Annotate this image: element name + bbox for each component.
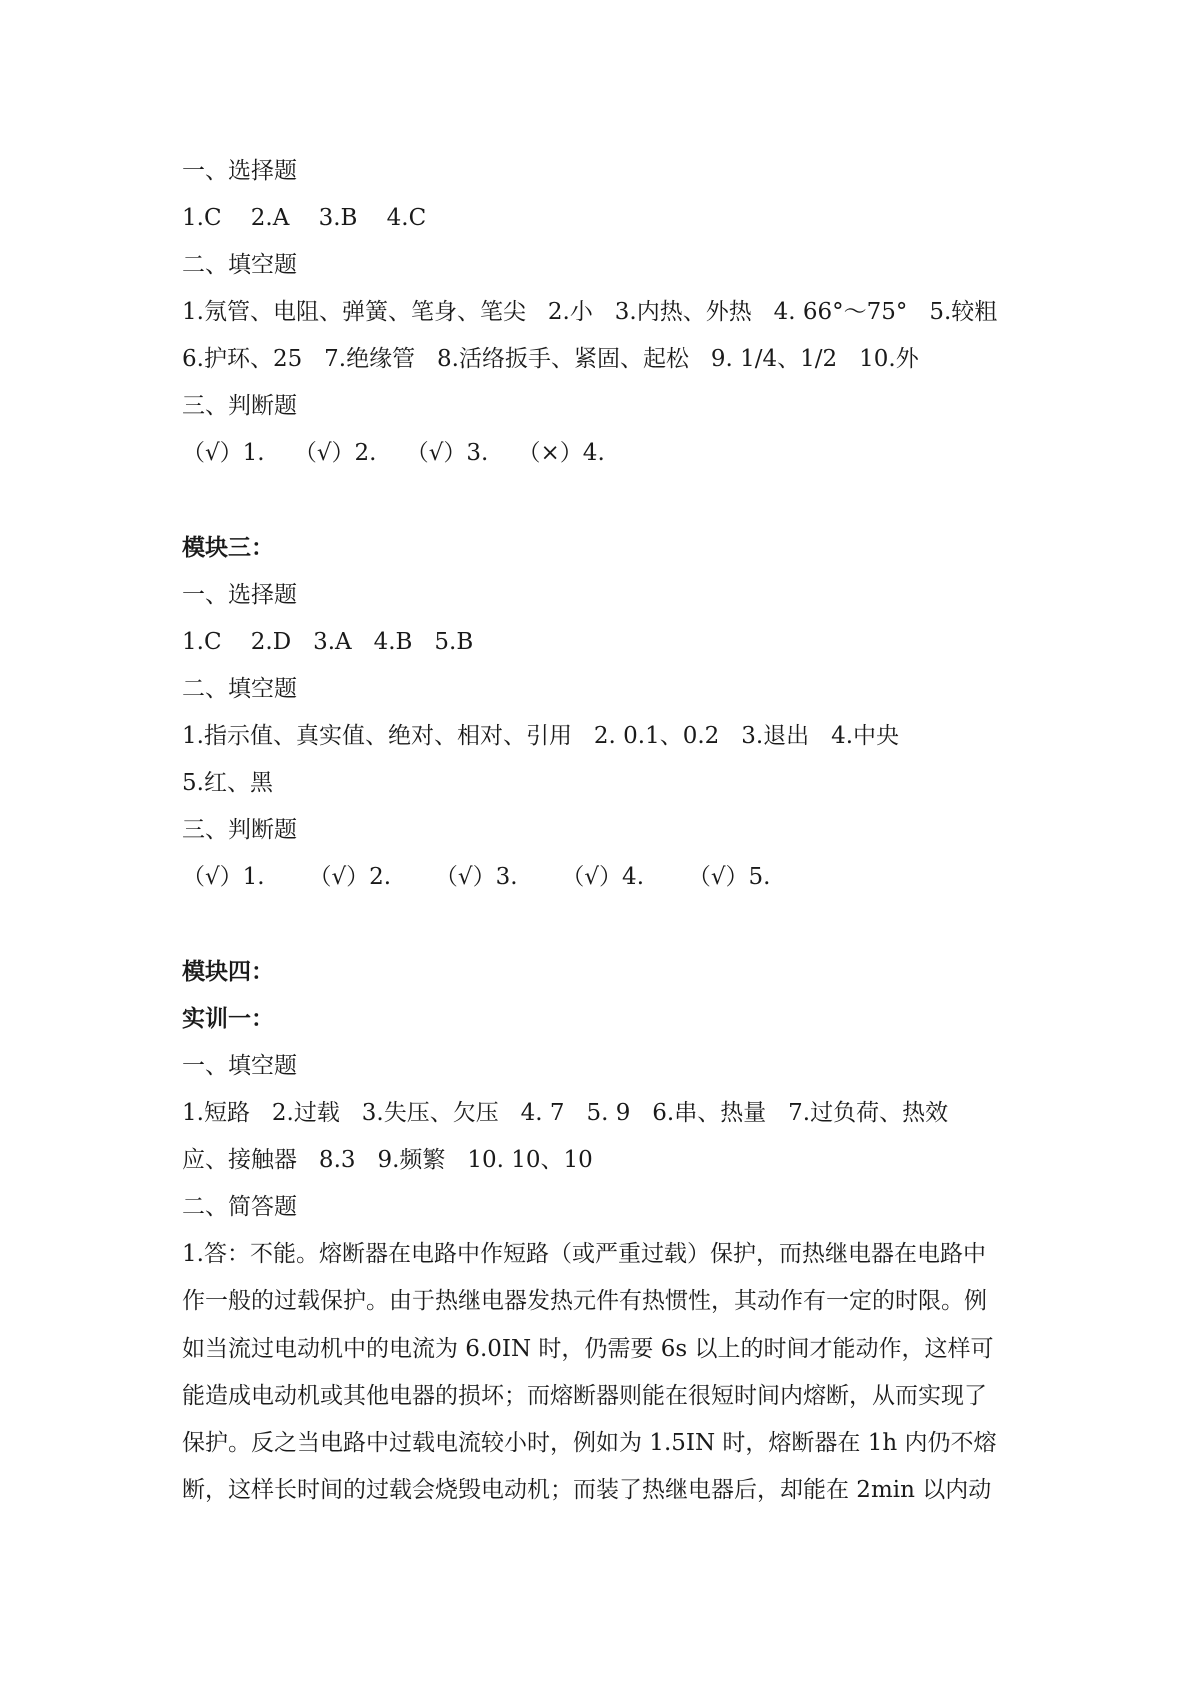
answer-line: 6.护环、25 7.绝缘管 8.活络扳手、紧固、起松 9. 1/4、1/2 10.外: [182, 346, 919, 372]
module-heading: 模块三：: [182, 535, 274, 561]
section-heading: 一、选择题: [182, 158, 297, 184]
section-heading: 一、选择题: [182, 582, 297, 608]
section-heading: 二、填空题: [182, 676, 297, 702]
section-heading: 二、简答题: [182, 1194, 297, 1220]
answer-line: 1.氖管、电阻、弹簧、笔身、笔尖 2.小 3.内热、外热 4. 66°～75° 5.较粗: [182, 299, 998, 325]
answer-line: 1.C 2.A 3.B 4.C: [182, 205, 427, 231]
paragraph-line: 作一般的过载保护。由于热继电器发热元件有热惯性，其动作有一定的时限。例: [182, 1288, 987, 1315]
answer-line: （√）1. （√）2. （√）3. （√）4. （√）5.: [182, 864, 771, 890]
document-body: [182, 148, 1012, 1515]
paragraph-line: 断，这样长时间的过载会烧毁电动机；而装了热继电器后，却能在 2min 以内动: [182, 1477, 992, 1504]
paragraph-line: 1.答：不能。熔断器在电路中作短路（或严重过载）保护，而热继电器在电路中: [182, 1241, 986, 1267]
section-heading: 三、判断题: [182, 817, 297, 843]
answer-line: 5.红、黑: [182, 770, 273, 796]
paragraph-line: 能造成电动机或其他电器的损坏；而熔断器则能在很短时间内熔断，从而实现了: [182, 1382, 987, 1409]
training-heading: 实训一：: [182, 1006, 274, 1032]
section-heading: 一、填空题: [182, 1053, 297, 1079]
answer-line: （√）1. （√）2. （√）3. （×）4.: [182, 440, 605, 466]
answer-line: 1.短路 2.过载 3.失压、欠压 4. 7 5. 9 6.串、热量 7.过负荷、热效: [182, 1100, 949, 1126]
section-heading: 二、填空题: [182, 252, 297, 278]
answer-line: 1.C 2.D 3.A 4.B 5.B: [182, 629, 474, 655]
section-heading: 三、判断题: [182, 393, 297, 419]
answer-line: 1.指示值、真实值、绝对、相对、引用 2. 0.1、0.2 3.退出 4.中央: [182, 723, 900, 749]
module-heading: 模块四：: [182, 959, 274, 985]
answer-line: 应、接触器 8.3 9.频繁 10. 10、10: [182, 1147, 593, 1173]
paragraph-line: 保护。反之当电路中过载电流较小时，例如为 1.5IN 时，熔断器在 1h 内仍不熔: [182, 1430, 997, 1457]
paragraph-line: 如当流过电动机中的电流为 6.0IN 时，仍需要 6s 以上的时间才能动作，这样可: [182, 1335, 994, 1362]
